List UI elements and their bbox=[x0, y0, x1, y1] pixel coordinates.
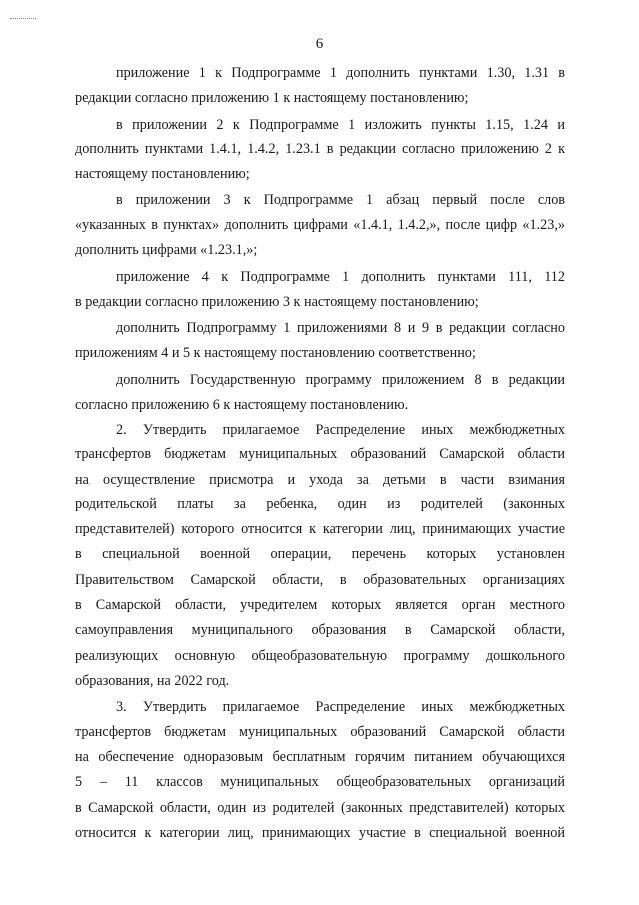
text-line: реализующих основную общеобразовательную программу дошкольного bbox=[75, 648, 565, 664]
text-line: родительской платы за ребенка, один из родителей (законных bbox=[75, 496, 565, 512]
text-line: самоуправления муниципального образования в Самарской области, bbox=[75, 622, 565, 638]
text-line: настоящему постановлению; bbox=[75, 166, 250, 182]
text-line: согласно приложению 6 к настоящему постановлению. bbox=[75, 397, 409, 413]
text-line: образования, на 2022 год. bbox=[75, 673, 230, 689]
text-line: дополнить Подпрограмму 1 приложениями 8 и 9 в редакции согласно bbox=[116, 320, 565, 336]
text-line: относится к категории лиц, принимающих участие в специальной военной bbox=[75, 825, 565, 841]
text-line: трансфертов бюджетам муниципальных образований Самарской области bbox=[75, 724, 565, 740]
text-line: 3. Утвердить прилагаемое Распределение иных межбюджетных bbox=[116, 699, 565, 715]
scan-mark bbox=[10, 18, 36, 20]
text-line: в приложении 2 к Подпрограмме 1 изложить пункты 1.15, 1.24 и bbox=[116, 117, 565, 133]
text-line: на осуществление присмотра и ухода за детьми в части взимания bbox=[75, 472, 565, 488]
text-line: в редакции согласно приложению 3 к настоящему постановлению; bbox=[75, 294, 479, 310]
text-line: в приложении 3 к Подпрограмме 1 абзац первый после слов bbox=[116, 192, 565, 208]
text-line: 5 – 11 классов муниципальных общеобразовательных организаций bbox=[75, 774, 565, 790]
text-line: трансфертов бюджетам муниципальных образований Самарской области bbox=[75, 446, 565, 462]
text-line: 2. Утвердить прилагаемое Распределение иных межбюджетных bbox=[116, 422, 565, 438]
text-line: в Самарской области, учредителем которых является орган местного bbox=[75, 597, 565, 613]
text-line: дополнить Государственную программу приложением 8 в редакции bbox=[116, 372, 565, 388]
text-line: редакции согласно приложению 1 к настоящему постановлению; bbox=[75, 90, 469, 106]
text-line: Правительством Самарской области, в образовательных организациях bbox=[75, 572, 565, 588]
text-line: дополнить пунктами 1.4.1, 1.4.2, 1.23.1 в редакции согласно приложению 2 к bbox=[75, 141, 565, 157]
page-number: 6 bbox=[315, 36, 324, 52]
text-line: приложение 1 к Подпрограмме 1 дополнить пунктами 1.30, 1.31 в bbox=[116, 65, 565, 81]
text-line: в Самарской области, один из родителей (законных представителей) которых bbox=[75, 800, 565, 816]
text-line: представителей) которого относится к категории лиц, принимающих участие bbox=[75, 521, 565, 537]
text-line: на обеспечение одноразовым бесплатным горячим питанием обучающихся bbox=[75, 749, 565, 765]
text-line: в специальной военной операции, перечень которых установлен bbox=[75, 546, 565, 562]
text-line: приложение 4 к Подпрограмме 1 дополнить пунктами 111, 112 bbox=[116, 269, 565, 285]
text-line: «указанных в пунктах» дополнить цифрами «1.4.1, 1.4.2,», после цифр «1.23,» bbox=[75, 217, 565, 233]
text-line: дополнить цифрами «1.23.1,»; bbox=[75, 242, 258, 258]
text-line: приложениям 4 и 5 к настоящему постановлению соответственно; bbox=[75, 345, 476, 361]
